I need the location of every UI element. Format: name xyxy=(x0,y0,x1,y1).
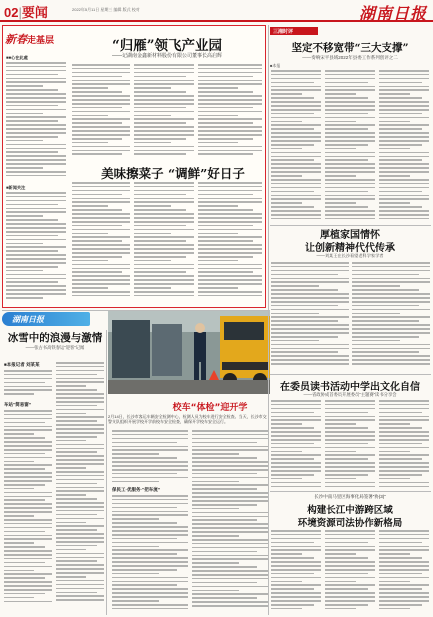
bottom-mid-text-col1 xyxy=(112,430,188,484)
feature-text-col4 xyxy=(198,64,262,157)
feature-text-col2 xyxy=(72,64,130,157)
column-logo xyxy=(5,28,67,54)
right-text-col11 xyxy=(379,530,429,612)
right-subheadline-2: ——刘某王在长沙看望老科学家学者 xyxy=(316,253,384,258)
right-author-1: ■本报 xyxy=(270,63,281,68)
feature-text-col5 xyxy=(72,182,130,299)
feature-text-col1b xyxy=(6,192,66,301)
right-text-col10 xyxy=(325,530,375,612)
right-text-col1 xyxy=(271,70,321,222)
column-tag: ■■心在此處 xyxy=(6,55,28,60)
feature-side-tag-1: ■新闻关注 xyxy=(6,185,26,190)
feature-headline-2: 美味擦菜子 “调鲜”好日子 xyxy=(101,166,245,181)
right-headline-2a: 厚植家国情怀 xyxy=(320,230,380,241)
right-text-col2 xyxy=(325,70,375,222)
right-text-col3 xyxy=(379,70,429,222)
right-text-col8 xyxy=(379,400,429,489)
news-photo xyxy=(108,310,270,394)
right-text-col7 xyxy=(325,400,375,489)
bottom-mid-text-col3 xyxy=(192,430,268,609)
page-number-value: 02 xyxy=(4,5,19,20)
right-text-col5 xyxy=(352,262,430,367)
column-logo-b: 走基层 xyxy=(27,36,55,46)
section-name: 要闻 xyxy=(21,5,48,20)
right-subheadline-1: ——奏响宋平县域2022年县委工作系列创评之二 xyxy=(302,55,398,60)
right-text-col6 xyxy=(271,400,321,489)
column-tag-red: 三湘时评 xyxy=(270,27,318,35)
right-headline-4a: 构建长江中游跨区域 xyxy=(307,505,393,516)
feature-text-col3 xyxy=(134,64,194,157)
right-text-col9 xyxy=(271,530,321,612)
feature-text-col6 xyxy=(134,182,194,299)
page-meta: 2022年5月11日 星期三 编辑 版式 校对 xyxy=(72,7,140,12)
right-text-col4 xyxy=(271,262,349,367)
masthead-logo: 湖南日报 xyxy=(358,4,427,23)
bottom-left-subhead-1: 车站“简易窗” xyxy=(4,402,31,407)
bottom-mid-text-col2 xyxy=(112,495,188,612)
right-headline-1: 坚定不移宽带“三大支撑” xyxy=(291,42,409,54)
bottom-left-text-col1 xyxy=(4,370,52,397)
right-kicker-4: 长沙中南马里区海事化局签署“协(3)” xyxy=(314,494,386,499)
photo-caption: 2月14日，长沙市客运车辆安全检测中心，检测人员为校车进行安全检查。当天，长沙市交警支队组织开展学校开学前校车安全检查，确保开学校车安全运行。 xyxy=(108,414,267,424)
right-headline-2b: 让创新精神代代传承 xyxy=(305,243,395,254)
right-headline-4b: 环境资源司法协作新格局 xyxy=(297,518,403,529)
right-headline-3: 在委员读书活动中学出文化自信 xyxy=(280,382,420,393)
page-number: 02|要闻 xyxy=(4,5,48,20)
feature-text-col7 xyxy=(198,182,262,299)
right-subheadline-3: ——省政协成首委员开展委员“主题赛”读书分享会 xyxy=(303,392,397,397)
bottom-left-text-col2 xyxy=(4,410,52,605)
column-logo-a: 新春 xyxy=(5,33,27,46)
bottom-left-byline: ■本报记者 刘某某 xyxy=(4,362,40,367)
bottom-left-text-col3 xyxy=(56,362,104,603)
section-banner xyxy=(2,312,90,326)
photo-caption-title: 校车“体检”迎开学 xyxy=(172,403,248,413)
feature-headline-1: “归雁”领飞产业园 xyxy=(111,38,223,54)
feature-subheadline-1: ——记湖南金鑫新材料股份有限公司董事长高启辉 xyxy=(111,53,222,59)
feature-text-col1 xyxy=(6,62,66,179)
bottom-mid-subhead-2: 保民工·优服务·“把车流” xyxy=(112,487,160,492)
section-banner-label: 湖南日报 xyxy=(12,315,44,324)
bottom-left-subheadline: ——张古书高铁春运“迎客”记闻 xyxy=(25,345,85,350)
bottom-left-headline: 冰雪中的浪漫与激情 xyxy=(7,332,103,344)
bus-inspection-photo xyxy=(108,310,270,394)
